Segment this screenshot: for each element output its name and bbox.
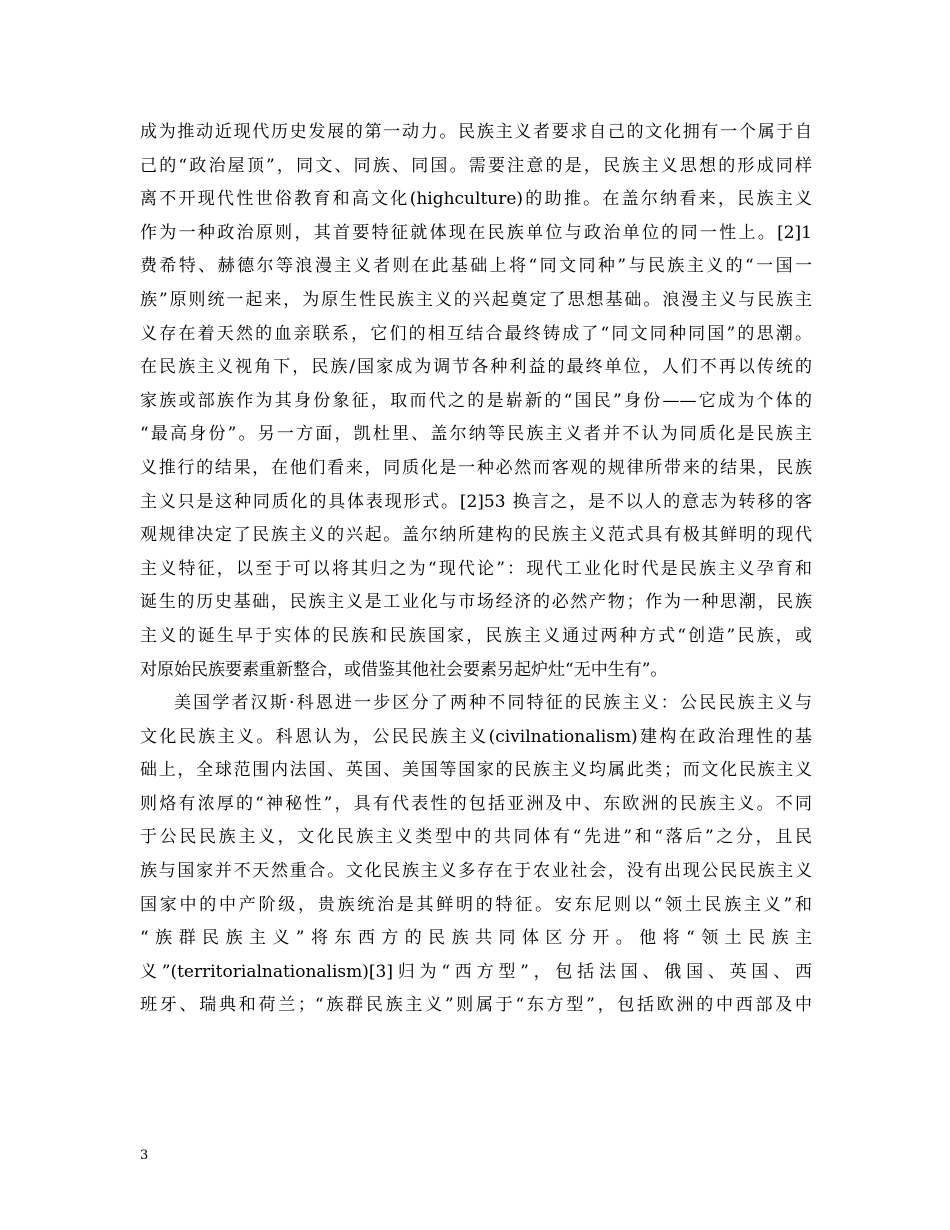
text-line: 义”(territorialnationalism)[3]归为“西方型”，包括法国、俄国、英国、西 <box>140 961 812 982</box>
text-line: “族群民族主义”将东西方的民族共同体区分开。他将“领土民族主 <box>140 928 812 949</box>
text-line: 班牙、瑞典和荷兰；“族群民族主义”则属于“东方型”，包括欧洲的中西部及中 <box>140 995 812 1016</box>
text-line: 观规律决定了民族主义的兴起。盖尔纳所建构的民族主义范式具有极其鲜明的现代 <box>140 525 812 546</box>
text-line: 主义特征，以至于可以将其归之为“现代论”：现代工业化时代是民族主义孕育和 <box>140 558 812 579</box>
text-line: 诞生的历史基础，民族主义是工业化与市场经济的必然产物；作为一种思潮，民族 <box>140 592 812 613</box>
text-line: 则烙有浓厚的“神秘性”，具有代表性的包括亚洲及中、东欧洲的民族主义。不同 <box>140 793 812 814</box>
text-line: 离不开现代性世俗教育和高文化(highculture)的助推。在盖尔纳看来，民族主义 <box>140 189 812 210</box>
text-line: 在民族主义视角下，民族/国家成为调节各种利益的最终单位，人们不再以传统的 <box>140 357 812 378</box>
text-line: 文化民族主义。科恩认为，公民民族主义(civilnationalism)建构在政治理性的基 <box>140 726 812 747</box>
text-line: 费希特、赫德尔等浪漫主义者则在此基础上将“同文同种”与民族主义的“一国一 <box>140 256 812 277</box>
text-line: 义存在着天然的血亲联系，它们的相互结合最终铸成了“同文同种同国”的思潮。 <box>140 323 812 344</box>
page-number: 3 <box>140 1148 149 1163</box>
document-body <box>140 116 812 1023</box>
text-line: 对原始民族要素重新整合，或借鉴其他社会要素另起炉灶“无中生有”。 <box>140 659 668 680</box>
text-line: 主义只是这种同质化的具体表现形式。[2]53 换言之，是不以人的意志为转移的客 <box>140 491 812 512</box>
text-line: 础上，全球范围内法国、英国、美国等国家的民族主义均属此类；而文化民族主义 <box>140 760 812 781</box>
text-line: 于公民民族主义，文化民族主义类型中的共同体有“先进”和“落后”之分，且民 <box>140 827 812 848</box>
text-line: 主义的诞生早于实体的民族和民族国家，民族主义通过两种方式“创造”民族，或 <box>140 625 812 646</box>
text-line: 成为推动近现代历史发展的第一动力。民族主义者要求自己的文化拥有一个属于自 <box>140 122 812 142</box>
text-line: 义推行的结果，在他们看来，同质化是一种必然而客观的规律所带来的结果，民族 <box>140 457 812 478</box>
text-line: 作为一种政治原则，其首要特征就体现在民族单位与政治单位的同一性上。[2]1 <box>140 222 812 243</box>
text-line: “最高身份”。另一方面，凯杜里、盖尔纳等民族主义者并不认为同质化是民族主 <box>140 424 812 445</box>
text-line: 族与国家并不天然重合。文化民族主义多存在于农业社会，没有出现公民民族主义 <box>140 861 812 882</box>
text-line: 国家中的中产阶级，贵族统治是其鲜明的特征。安东尼则以“领土民族主义”和 <box>140 894 812 915</box>
paragraph <box>140 116 812 687</box>
text-line: 美国学者汉斯·科恩进一步区分了两种不同特征的民族主义：公民民族主义与 <box>174 693 812 714</box>
text-line: 族”原则统一起来，为原生性民族主义的兴起奠定了思想基础。浪漫主义与民族主 <box>140 289 812 310</box>
paragraph <box>140 687 812 1023</box>
text-line: 己的“政治屋顶”，同文、同族、同国。需要注意的是，民族主义思想的形成同样 <box>140 155 812 176</box>
text-line: 家族或部族作为其身份象征，取而代之的是崭新的“国民”身份——它成为个体的 <box>140 390 812 411</box>
